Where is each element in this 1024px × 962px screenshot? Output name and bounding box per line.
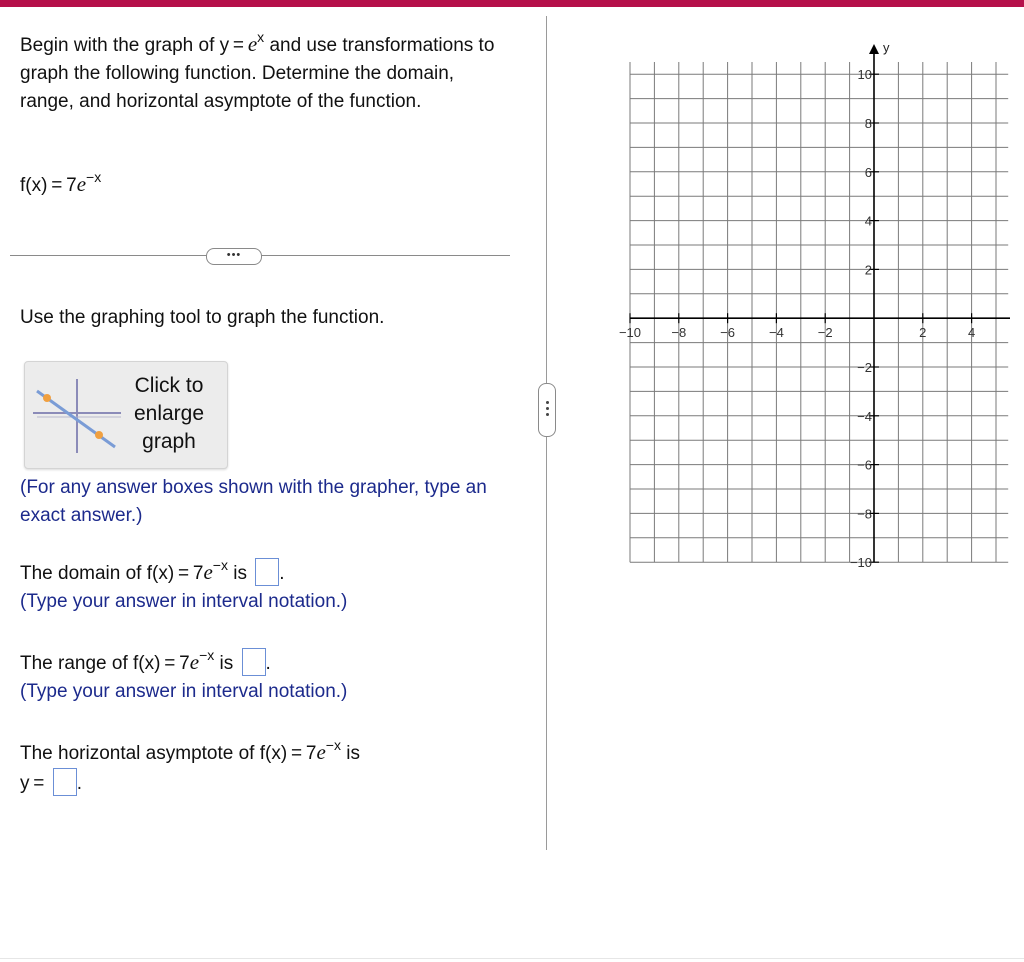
y-tick-label: 2 bbox=[864, 262, 872, 278]
problem-text-1: Begin with the graph of y = bbox=[20, 35, 248, 56]
top-accent-bar bbox=[0, 0, 1024, 7]
domain-hint: (Type your answer in interval notation.) bbox=[20, 591, 348, 612]
y-tick-label: 4 bbox=[864, 213, 872, 229]
problem-statement bbox=[20, 30, 510, 116]
coordinate-grid[interactable] bbox=[600, 30, 1010, 570]
x-tick-label: −10 bbox=[618, 325, 642, 341]
asymptote-answer-box[interactable] bbox=[53, 768, 77, 796]
domain-prefix: The domain of bbox=[20, 563, 147, 584]
x-tick-label: −8 bbox=[671, 325, 687, 341]
graph-thumbnail-icon bbox=[33, 377, 123, 457]
y-tick-label: −10 bbox=[849, 555, 872, 570]
range-function-base: e bbox=[189, 650, 200, 674]
asymptote-function-base: e bbox=[316, 740, 326, 764]
y-tick-label: −4 bbox=[857, 408, 872, 424]
y-axis-arrow bbox=[869, 44, 879, 54]
range-answer-box[interactable] bbox=[242, 648, 266, 676]
y-tick-label: −2 bbox=[857, 360, 872, 375]
function-base: e bbox=[76, 172, 87, 196]
range-hint: (Type your answer in interval notation.) bbox=[20, 681, 348, 702]
asymptote-function-lhs: f(x) = 7 bbox=[259, 743, 317, 764]
problem-text-2: and use transformations to graph the following function. Determine the domain, range, and horizontal asymptote of the function. bbox=[20, 35, 495, 112]
y-tick-label: 10 bbox=[857, 67, 872, 83]
domain-function-lhs: f(x) = 7 bbox=[146, 563, 204, 584]
problem-base-e: e bbox=[247, 32, 258, 56]
function-exponent: −x bbox=[86, 169, 102, 185]
x-tick-label: −4 bbox=[768, 325, 784, 341]
y-axis-label: y bbox=[883, 40, 890, 55]
asymptote-function-exponent: −x bbox=[325, 737, 341, 753]
domain-suffix: is bbox=[227, 563, 247, 584]
range-suffix: is bbox=[214, 653, 234, 674]
answer-note: (For any answer boxes shown with the grapher, type an exact answer.) bbox=[20, 477, 487, 526]
expand-button[interactable]: ••• bbox=[206, 248, 262, 265]
y-tick-label: −6 bbox=[857, 457, 872, 473]
asymptote-question: The horizontal asymptote of $f(x) = 7e^{-x}$ is y = . bbox=[20, 737, 360, 794]
domain-question: The domain of $f(x) = 7e^{-x}$ is . (Type your answer in interval notation.) bbox=[20, 558, 347, 616]
x-tick-label: 2 bbox=[919, 325, 927, 341]
domain-answer-box[interactable] bbox=[255, 558, 279, 586]
y-tick-label: 8 bbox=[864, 116, 872, 131]
panel-resize-handle[interactable] bbox=[538, 383, 556, 437]
y-tick-label: −8 bbox=[857, 506, 872, 522]
asymptote-prefix: The horizontal asymptote of bbox=[20, 743, 260, 764]
function-lhs: f(x) = 7 bbox=[20, 175, 77, 196]
problem-exponent: x bbox=[257, 29, 265, 45]
range-function-exponent: −x bbox=[199, 647, 215, 663]
function-display bbox=[20, 169, 102, 197]
x-tick-label: 4 bbox=[967, 325, 976, 341]
x-tick-label: −6 bbox=[720, 325, 736, 341]
bottom-border bbox=[0, 958, 1024, 959]
asymptote-y-label: y = bbox=[20, 773, 45, 794]
enlarge-graph-button[interactable] bbox=[24, 361, 228, 469]
domain-function-exponent: −x bbox=[212, 557, 228, 573]
x-tick-label: −2 bbox=[817, 325, 833, 341]
range-question: The range of $f(x) = 7e^{-x}$ is . (Type your answer in interval notation.) bbox=[20, 648, 347, 706]
y-tick-label: 6 bbox=[864, 164, 872, 180]
graph-panel[interactable] bbox=[600, 30, 1010, 575]
enlarge-graph-label: Click to enlarge graph bbox=[133, 374, 205, 453]
range-function-lhs: f(x) = 7 bbox=[133, 653, 190, 674]
graph-instruction: Use the graphing tool to graph the function. bbox=[20, 307, 385, 328]
domain-function-base: e bbox=[203, 560, 213, 584]
asymptote-suffix: is bbox=[340, 743, 360, 764]
range-prefix: The range of bbox=[20, 653, 134, 674]
